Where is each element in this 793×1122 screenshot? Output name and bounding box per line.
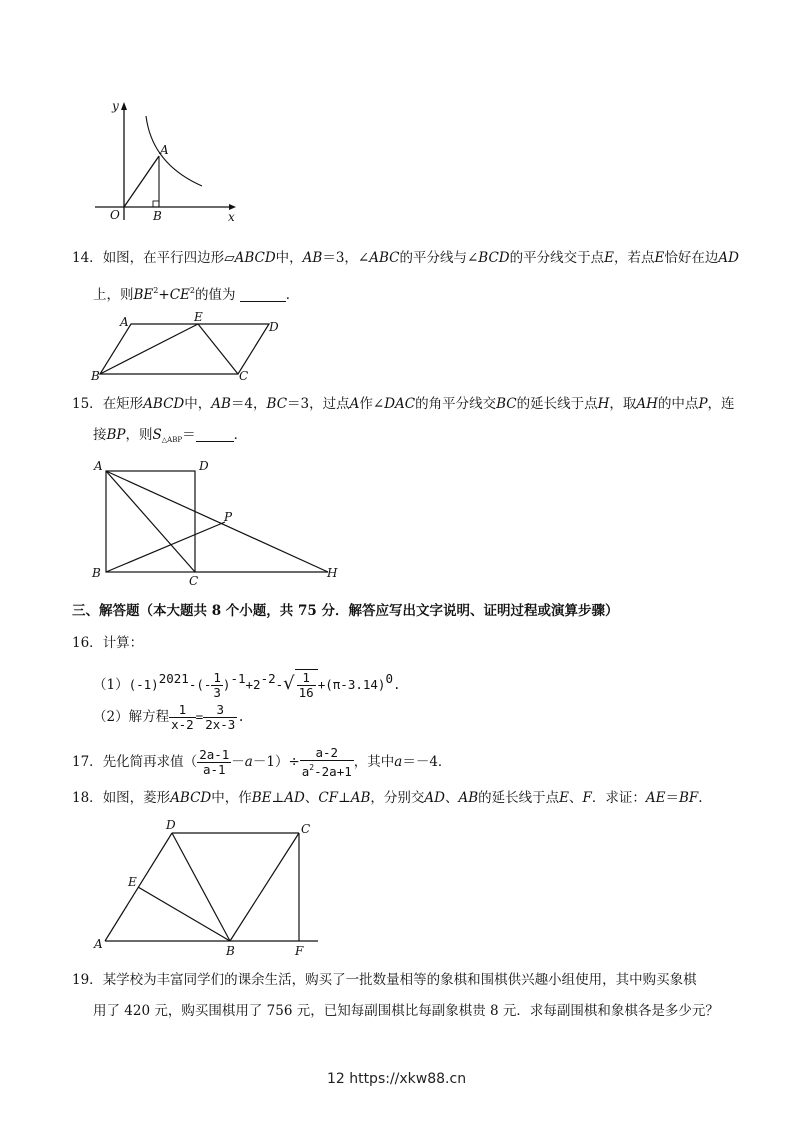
svg-text:A: A <box>94 937 103 951</box>
svg-text:C: C <box>301 822 311 836</box>
figure-rectangle <box>88 455 348 590</box>
svg-text:A: A <box>94 459 103 473</box>
question-number: 16． <box>72 635 103 651</box>
svg-text:B: B <box>92 566 101 580</box>
question-17: 17．先化简再求值（ $\frac{2a-1}{a-1}$ －a－1）÷ $\frac{a-2}{a^2-2a+1}$ ，其中a＝－4． <box>72 745 452 779</box>
answer-blank <box>196 427 234 442</box>
axis-x-label: x <box>228 210 235 224</box>
point-a-label: A <box>160 143 169 157</box>
answer-blank <box>240 287 286 302</box>
svg-text:F: F <box>295 944 304 958</box>
question-number: 14． <box>72 250 103 266</box>
axis-y-label: y <box>112 99 119 113</box>
question-14-line-2: 上，则$BE^2+CE^2$的值为 ． <box>93 286 300 303</box>
svg-text:B: B <box>226 944 235 958</box>
question-number: 18． <box>72 790 103 806</box>
sqrt-sign: √ <box>283 673 295 694</box>
question-15-line-2: 接BP，则$S_{\triangle ABP}=$ ． <box>93 427 248 444</box>
point-b-label: B <box>153 209 162 223</box>
svg-text:A: A <box>120 315 129 329</box>
figure-parallelogram <box>88 310 288 384</box>
svg-text:D: D <box>166 818 176 832</box>
question-number: 19． <box>72 972 103 988</box>
question-16-header: 16．计算： <box>72 635 144 651</box>
svg-text:P: P <box>224 510 233 524</box>
page-footer: 12 https://xkw88.cn <box>326 1071 467 1087</box>
question-number: 15． <box>72 396 103 412</box>
question-15-line-1: 15．在矩形ABCD中，AB＝4，BC＝3，过点A作∠DAC的角平分线交BC的延长线于点H，取AH的中点P，连 <box>72 396 735 412</box>
question-14-line-1: 14．如图，在平行四边形▱ABCD中，AB＝3，∠ABC的平分线与∠BCD的平分线交于点E，若点E恰好在边AD <box>72 250 739 266</box>
question-19-line-2: 用了 420 元，购买围棋用了 756 元，已知每副围棋比每副象棋贵 8 元．求每副围棋和象棋各是多少元？ <box>93 1003 719 1019</box>
question-16-part-1: （1）(-1)2021-(- $\frac{1}{3}$ )-1+2-2-√ $\frac{1}{16}$ +(π-3.14)0. <box>93 670 401 700</box>
svg-text:C: C <box>189 574 199 588</box>
svg-text:E: E <box>128 875 137 889</box>
question-16-part-2: （2）解方程 $\frac{1}{x-2}$ = $\frac{3}{2x-3}$ . <box>93 702 245 732</box>
svg-text:H: H <box>327 566 338 580</box>
section-title: 三、解答题（本大题共 8 个小题，共 75 分．解答应写出文字说明、证明过程或演算步骤） <box>72 603 619 619</box>
question-number: 17． <box>72 754 103 770</box>
figure-rhombus <box>88 815 328 960</box>
question-19-line-1: 19．某学校为丰富同学们的课余生活，购买了一批数量相等的象棋和围棋供兴趣小组使用，其中购买象棋 <box>72 972 697 988</box>
svg-text:C: C <box>239 369 249 383</box>
svg-text:D: D <box>269 320 279 334</box>
point-o-label: O <box>110 208 120 222</box>
figure-hyperbola <box>90 96 250 226</box>
svg-text:B: B <box>91 369 100 383</box>
question-18: 18．如图，菱形ABCD中，作BE⊥AD、CF⊥AB，分别交AD、AB的延长线于点E、F．求证：AE＝BF. <box>72 790 703 806</box>
svg-text:E: E <box>194 310 203 324</box>
svg-text:D: D <box>199 459 209 473</box>
